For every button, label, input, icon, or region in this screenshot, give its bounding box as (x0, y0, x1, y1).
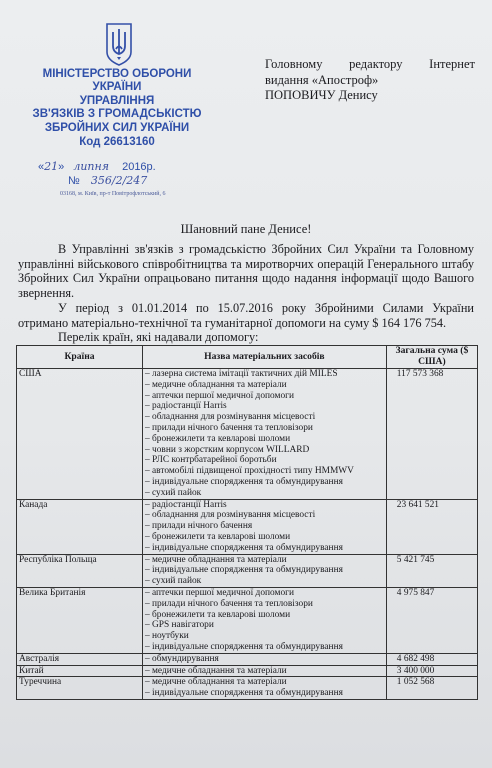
item: – аптечки першої медичної допомоги (144, 587, 295, 598)
item: – прилади нічного бачення та тепловізори (144, 422, 313, 433)
ministry-address: 03168, м. Київ, пр-т Повітрофлотський, 6 (60, 191, 166, 197)
item: – бронежилети та кевларові шоломи (144, 609, 291, 620)
header-sum: Загальна сума ($ США) (386, 346, 477, 369)
sum-cell: 117 573 368 (386, 369, 477, 500)
date-close-quote: » (58, 161, 65, 173)
country-cell: Республіка Польща (17, 554, 143, 587)
items-cell (142, 587, 386, 653)
paragraph-total: У період з 01.01.2014 по 15.07.2016 року Збройними Силами України отримано матеріально-технічної та гуманітарної допомоги на суму $ 164 176 754. (18, 301, 474, 330)
header-items: Назва матеріальних засобів (142, 346, 386, 369)
recipient-line: ПОПОВИЧУ Денису (265, 88, 378, 102)
item: – медичне обладнання та матеріали (144, 665, 287, 676)
country-cell: Велика Британія (17, 587, 143, 653)
ministry-header (22, 68, 212, 149)
item: – обладнання для розмінування місцевості (144, 510, 316, 521)
item: – медичне обладнання та матеріали (144, 677, 287, 688)
item: – лазерна система імітації тактичних дій MILES (144, 369, 338, 379)
sum-cell: 4 975 847 (386, 587, 477, 653)
table-row (17, 677, 478, 700)
trident-emblem-icon (104, 22, 134, 66)
items-cell (142, 665, 386, 677)
item: – обладнання для розмінування місцевості (144, 412, 316, 423)
item: – радіостанції Harris (144, 499, 227, 510)
item: – медичне обладнання та матеріали (144, 379, 287, 390)
item: – автомобілі підвищеної прохідності типу HMMWV (144, 466, 354, 477)
item: – прилади нічного бачення та тепловізори (144, 598, 313, 609)
header-country: Країна (17, 346, 143, 369)
number-value: 356/2/247 (90, 174, 148, 187)
table-row (17, 554, 478, 587)
paragraph-intro: В Управлінні зв'язків з громадськістю Збройних Сил України та Головному управлінні військового співробітництва та миротворчих операцій Генерального штабу Збройних Сил України опрацьовано питання щодо надання інформації щодо Вашого звернення. (18, 242, 474, 300)
item: – медичне обладнання та матеріали (144, 554, 287, 565)
sum-cell: 5 421 745 (386, 554, 477, 587)
sum-cell: 3 400 000 (386, 665, 477, 677)
recipient-line: видання «Апостроф» (265, 72, 379, 87)
ministry-line: УПРАВЛІННЯ (79, 94, 155, 107)
table-row (17, 369, 478, 500)
aid-table (16, 345, 478, 700)
item: – радіостанції Harris (144, 401, 227, 412)
number-label: № (68, 175, 80, 187)
country-cell: Австралія (17, 653, 143, 665)
letter-date (38, 160, 156, 173)
table-row (17, 499, 478, 554)
item: – індивідуальне спорядження та обмундирування (144, 641, 343, 652)
table-row (17, 653, 478, 665)
country-cell: Китай (17, 665, 143, 677)
ministry-code: Код 26613160 (79, 136, 155, 149)
items-cell (142, 369, 386, 500)
item: – індивідуальне спорядження та обмундирування (144, 476, 343, 487)
country-cell: Канада (17, 499, 143, 554)
item: – індивідуальне спорядження та обмундирування (144, 542, 343, 553)
date-year: 2016р. (122, 161, 156, 173)
item: – бронежилети та кевларові шоломи (144, 531, 291, 542)
country-cell: Туреччина (17, 677, 143, 700)
items-cell (142, 499, 386, 554)
date-day: 21 (44, 160, 59, 173)
paragraph-list-caption: Перелік країн, які надавали допомогу: (58, 330, 259, 344)
item: – бронежилети та кевларові шоломи (144, 433, 291, 444)
item: – човни з жорстким корпусом WILLARD (144, 444, 310, 455)
items-cell (142, 653, 386, 665)
item: – аптечки першої медичної допомоги (144, 390, 295, 401)
item: – індивідуальне спорядження та обмундирування (144, 565, 343, 576)
recipient-line: Головному редактору Інтернет (265, 57, 475, 71)
country-cell: США (17, 369, 143, 500)
item: – обмундирування (144, 653, 219, 664)
table-row (17, 665, 478, 677)
sum-cell: 1 052 568 (386, 677, 477, 700)
ministry-line: МІНІСТЕРСТВО ОБОРОНИ (42, 68, 192, 80)
recipient-block (265, 57, 475, 104)
item: – прилади нічного бачення (144, 521, 253, 532)
item: – індивідуальне спорядження та обмундирування (144, 688, 343, 699)
ministry-line: ЗВ'ЯЗКІВ З ГРОМАДСЬКІСТЮ (32, 108, 202, 121)
date-open-quote: « (38, 161, 45, 173)
items-cell (142, 677, 386, 700)
sum-cell: 4 682 498 (386, 653, 477, 665)
items-cell (142, 554, 386, 587)
table-row (17, 587, 478, 653)
date-month: липня (73, 160, 110, 173)
item: – ноутбуки (144, 631, 189, 642)
ministry-line: УКРАЇНИ (92, 81, 142, 94)
ministry-line: ЗБРОЙНИХ СИЛ УКРАЇНИ (44, 121, 190, 134)
sum-cell: 23 641 521 (386, 499, 477, 554)
greeting: Шановний пане Денисе! (180, 222, 312, 236)
item: – сухий пайок (144, 487, 202, 498)
item: – GPS навігатори (144, 620, 214, 631)
item: – сухий пайок (144, 576, 202, 587)
item: – РЛС контрбатарейної боротьби (144, 455, 277, 466)
letter-number (68, 174, 147, 187)
table-header-row (17, 346, 478, 369)
